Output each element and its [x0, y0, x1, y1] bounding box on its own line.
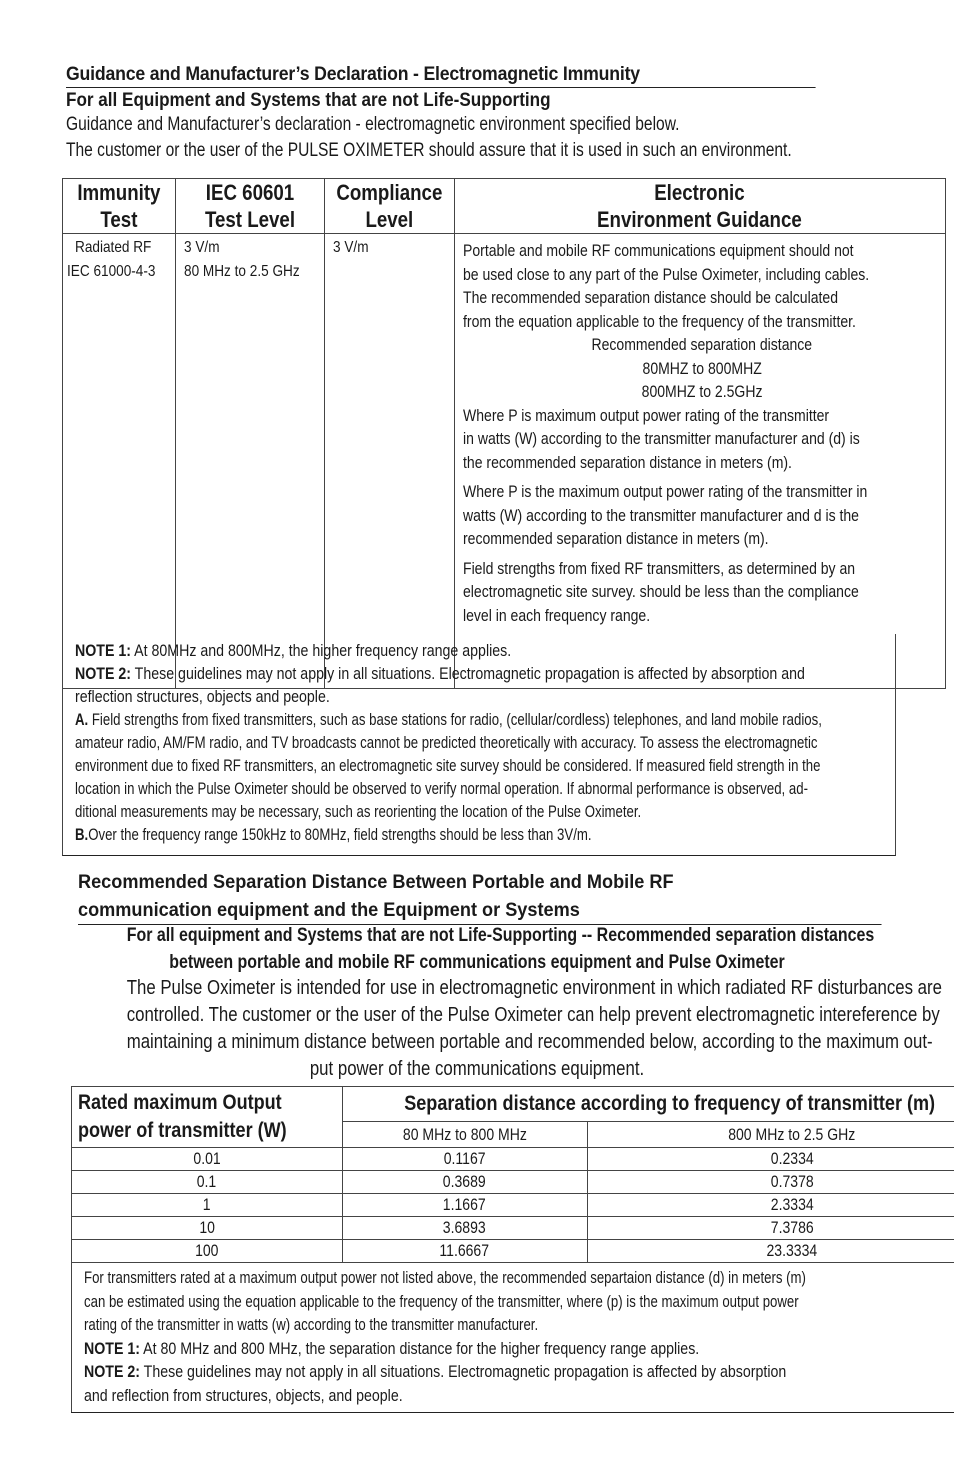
cell-immunity-test: Radiated RF IEC 61000-4-3 [63, 234, 176, 689]
separation-footnote-row [72, 1263, 954, 1413]
cell-test-level: 3 V/m 80 MHz to 2.5 GHz [176, 234, 325, 689]
note-b: B.Over the frequency range 150kHz to 80MHz, field strengths should be less than 3V/m. [75, 826, 592, 844]
immunity-intro-line-2: The customer or the user of the PULSE OXIMETER should assure that it is used in such an environment. [66, 140, 792, 161]
guidance-paragraph-1: Portable and mobile RF communications equipment should not be used close to any part of the Pulse Oximeter, including cables. The recommended separation distance should be calculated from the equation applicable to the frequency of the transmitter. Recommended separation distance 80MHZ to 800MHZ 800MHZ to 2.5GHz Where P is maximum output power rating of the transmitter in watts (W) according to the transmitter manufacturer and (d) is the recommended separation distance in meters (m). [462, 242, 869, 472]
note-2: NOTE 2: These guidelines may not apply in all situations. Electromagnetic propagation is affected by absorption and [75, 665, 805, 683]
table-row: 100 11.6667 23.3334 [72, 1240, 954, 1263]
immunity-table-header-row [63, 179, 946, 234]
table-row: 0.1 0.3689 0.7378 [72, 1171, 954, 1194]
separation-footnote: For transmitters rated at a maximum output power not listed above, the recommended separtaion distance (d) in meters (m) can be estimated using the equation applicable to the frequency of the transmitter, where (p) is the maximum output power rating of the transmitter in watts (w) according to the transmitter manufacturer. NOTE 1: At 80 MHz and 800 MHz, the separation distance for the higher frequency range applies. NOTE 2: These guidelines may not apply in all situations. Electromagnetic propagation is affected by absorption and reflection from structures, objects, and people. [72, 1263, 954, 1413]
separation-title-line-1: Recommended Separation Distance Between Portable and Mobile RF [78, 871, 674, 893]
immunity-notes [62, 634, 896, 856]
cell-environment-guidance [454, 234, 945, 689]
separation-section-header [78, 868, 882, 925]
table-row: 0.01 0.1167 0.2334 [72, 1148, 954, 1171]
separation-header-row [72, 1087, 954, 1122]
cell-compliance-level: 3 V/m [325, 234, 455, 689]
header-rated-power: Rated maximum Output power of transmitter (W) [72, 1087, 343, 1148]
immunity-table-row [63, 234, 946, 689]
header-compliance-level: Compliance Level [325, 179, 455, 234]
note-a-line-5: ditional measurements may be necessary, such as reorienting the location of the Pulse Oximeter. [75, 803, 642, 821]
header-environment-guidance: Electronic Environment Guidance [454, 179, 945, 234]
immunity-subtitle: For all Equipment and Systems that are not Life-Supporting [66, 90, 551, 111]
note-2-cont: reflection structures, objects and people. [75, 688, 330, 706]
separation-subtitle: For all equipment and Systems that are not Life-Supporting -- Recommended separation distances between portable and mobile RF communications equipment and Pulse Oximeter [126, 925, 875, 973]
subheader-800-2500: 800 MHz to 2.5 GHz [587, 1122, 954, 1148]
header-separation-distance: Separation distance according to frequency of transmitter (m) [342, 1087, 954, 1122]
guidance-paragraph-3: Field strengths from fixed RF transmitters, as determined by an electromagnetic site survey. should be less than the compliance level in each frequency range. [462, 559, 859, 625]
note-a: A. Field strengths from fixed transmitters, such as base stations for radio, (cellular/cordless) telephones, and land mobile radios, [75, 711, 822, 729]
immunity-title: Guidance and Manufacturer’s Declaration - Electromagnetic Immunity [66, 64, 816, 88]
note-a-line-3: environment due to fixed RF transmitters, an electromagnetic site survey should be considered. If measured field strength in the [75, 757, 821, 775]
separation-table [71, 1086, 954, 1413]
note-a-line-4: location in which the Pulse Oximeter should be observed to verify normal operation. If abnormal performance is observed, ad- [75, 780, 808, 798]
subheader-80-800: 80 MHz to 800 MHz [342, 1122, 587, 1148]
header-test-level: IEC 60601 Test Level [176, 179, 325, 234]
separation-note-1: NOTE 1: At 80 MHz and 800 MHz, the separation distance for the higher frequency range applies. [84, 1339, 700, 1358]
separation-note-2: NOTE 2: These guidelines may not apply in all situations. Electromagnetic propagation is affected by absorption [84, 1363, 787, 1381]
table-row: 1 1.1667 2.3334 [72, 1194, 954, 1217]
note-a-line-2: amateur radio, AM/FM radio, and TV broadcasts cannot be predicted theoretically with accuracy. To assess the electromagnetic [75, 734, 818, 752]
immunity-table [62, 178, 946, 689]
table-row: 10 3.6893 7.3786 [72, 1217, 954, 1240]
guidance-paragraph-2: Where P is the maximum output power rating of the transmitter in watts (W) according to the transmitter manufacturer and d is the recommended separation distance in meters (m). [462, 483, 868, 548]
immunity-intro-line-1: Guidance and Manufacturer’s declaration - electromagnetic environment specified below. [66, 114, 680, 135]
separation-title-line-2: communication equipment and the Equipment or Systems [78, 896, 882, 925]
note-1: NOTE 1: At 80MHz and 800MHz, the higher frequency range applies. [75, 642, 512, 660]
immunity-section-header [66, 64, 876, 164]
separation-intro: The Pulse Oximeter is intended for use in electromagnetic environment in which radiated RF disturbances are controlled. The customer or the user of the Pulse Oximeter can help prevent electromagnetic intereference by maintaining a minimum distance between portable and recommended below, according to the maximum out- put power of the communications equipment. [126, 977, 942, 1080]
header-immunity-test: Immunity Test [63, 179, 176, 234]
